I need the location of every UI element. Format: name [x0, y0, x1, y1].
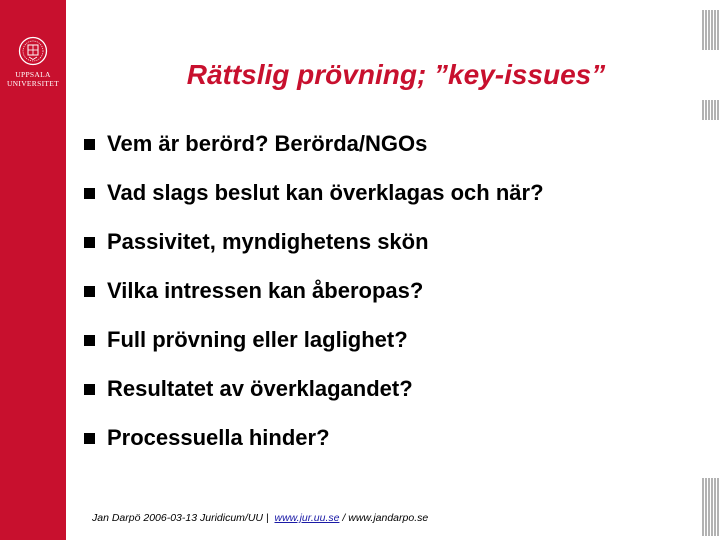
- square-bullet-icon: [84, 384, 95, 395]
- bullet-item: [84, 317, 544, 366]
- bullet-item: [84, 219, 544, 268]
- bullet-item: [84, 121, 544, 170]
- square-bullet-icon: [84, 237, 95, 248]
- decorative-lines-middle: [702, 100, 720, 120]
- decorative-lines-top: [702, 10, 720, 50]
- uppsala-university-logo: [6, 36, 60, 96]
- logo-text-uppsala: UPPSALA: [15, 70, 51, 79]
- logo-text-universitet: UNIVERSITET: [6, 79, 60, 88]
- bullet-text: Vem är berörd? Berörda/NGOs: [107, 131, 428, 156]
- bullet-item: [84, 170, 544, 219]
- square-bullet-icon: [84, 188, 95, 199]
- square-bullet-icon: [84, 139, 95, 150]
- university-sidebar: [0, 0, 66, 540]
- square-bullet-icon: [84, 433, 95, 444]
- slide-footer: [92, 512, 428, 524]
- footer-author-date: Jan Darpö 2006-03-13 Juridicum/UU |: [92, 512, 269, 524]
- bullet-text: Processuella hinder?: [107, 425, 330, 450]
- bullet-text: Full prövning eller laglighet?: [107, 327, 408, 352]
- decorative-lines-bottom: [702, 478, 720, 536]
- university-seal-icon: [18, 36, 48, 66]
- bullet-text: Vad slags beslut kan överklagas och när?: [107, 180, 544, 205]
- slide-title: Rättslig prövning; ”key-issues”: [186, 59, 606, 90]
- bullet-list: [84, 121, 544, 464]
- bullet-item: [84, 366, 544, 415]
- bullet-item: [84, 415, 544, 464]
- bullet-item: [84, 268, 544, 317]
- square-bullet-icon: [84, 335, 95, 346]
- footer-separator: /: [342, 512, 346, 524]
- bullet-text: Passivitet, myndighetens skön: [107, 229, 429, 254]
- footer-link-jur[interactable]: www.jur.uu.se: [274, 512, 340, 524]
- footer-site[interactable]: www.jandarpo.se: [348, 512, 429, 524]
- square-bullet-icon: [84, 286, 95, 297]
- bullet-text: Vilka intressen kan åberopas?: [107, 278, 424, 303]
- bullet-text: Resultatet av överklagandet?: [107, 376, 413, 401]
